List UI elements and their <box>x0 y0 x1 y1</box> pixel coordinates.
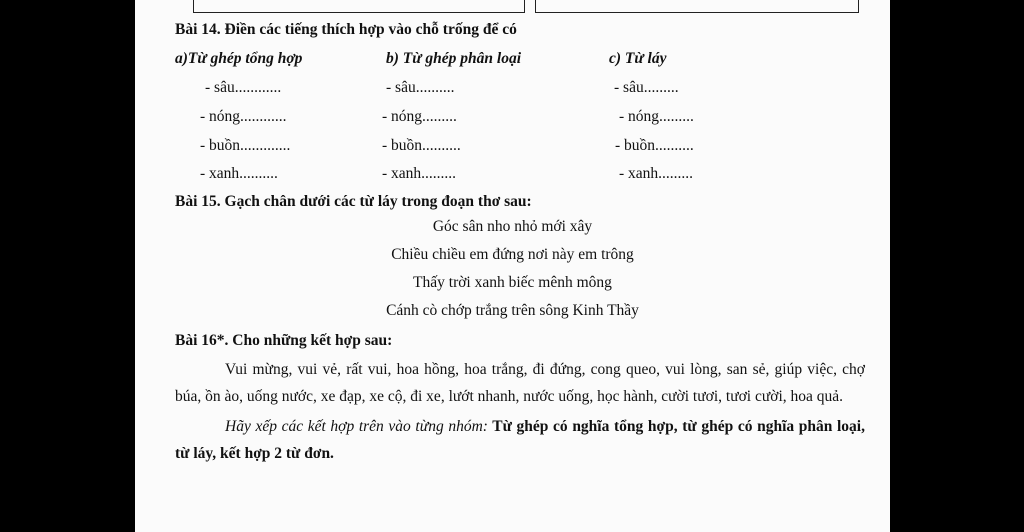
column-c-item: - sâu......... <box>614 79 679 96</box>
worksheet-page <box>135 0 890 532</box>
exercise-14-title: Bài 14. Điền các tiếng thích hợp vào chỗ trống để có <box>175 21 517 38</box>
column-a-header: a)Từ ghép tổng hợp <box>175 50 303 67</box>
column-a-item: - sâu............ <box>205 79 282 96</box>
poem-line: Góc sân nho nhỏ mới xây <box>432 218 593 235</box>
column-a-item: - buồn............. <box>200 137 291 154</box>
exercise-16-text <box>175 356 865 467</box>
instruction-bold: Từ ghép có nghĩa tổng hợp, từ ghép có nghĩa phân loại, từ láy, kết hợp 2 từ đơn. <box>175 418 865 462</box>
column-c-header: c) Từ láy <box>609 50 667 67</box>
column-b-item: - sâu.......... <box>386 79 455 96</box>
column-a-item: - xanh.......... <box>200 165 278 182</box>
poem-line: Cánh cò chớp trắng trên sông Kinh Thầy <box>386 302 639 319</box>
column-b-item: - xanh......... <box>382 165 457 182</box>
poem-line: Chiều chiều em đứng nơi này em trông <box>391 246 634 263</box>
poem-line: Thấy trời xanh biếc mênh mông <box>413 274 612 291</box>
answer-box-right <box>535 0 859 13</box>
word-list-paragraph: Vui mừng, vui vẻ, rất vui, hoa hồng, hoa trắng, đi đứng, cong queo, vui lòng, san sẻ, giúp việc, chợ búa, ồn ào, uống nước, xe đạp, xe cộ, đi xe, lướt nhanh, nước uống, học hành, cười tươi, tươi cười, hoa quả. <box>175 361 865 405</box>
instruction-italic: Hãy xếp các kết hợp trên vào từng nhóm: <box>225 418 488 435</box>
column-b-item: - nóng......... <box>382 108 457 125</box>
column-b-header: b) Từ ghép phân loại <box>386 50 522 67</box>
column-b-item: - buồn.......... <box>382 137 461 154</box>
instruction-paragraph <box>175 413 865 467</box>
column-c-item: - nóng......... <box>619 108 694 125</box>
column-c-item: - xanh......... <box>619 165 694 182</box>
answer-box-left <box>193 0 525 13</box>
column-c-item: - buồn.......... <box>615 137 694 154</box>
exercise-15-title: Bài 15. Gạch chân dưới các từ láy trong đoạn thơ sau: <box>175 193 532 210</box>
exercise-16-title: Bài 16*. Cho những kết hợp sau: <box>175 332 393 349</box>
column-a-item: - nóng............ <box>200 108 287 125</box>
